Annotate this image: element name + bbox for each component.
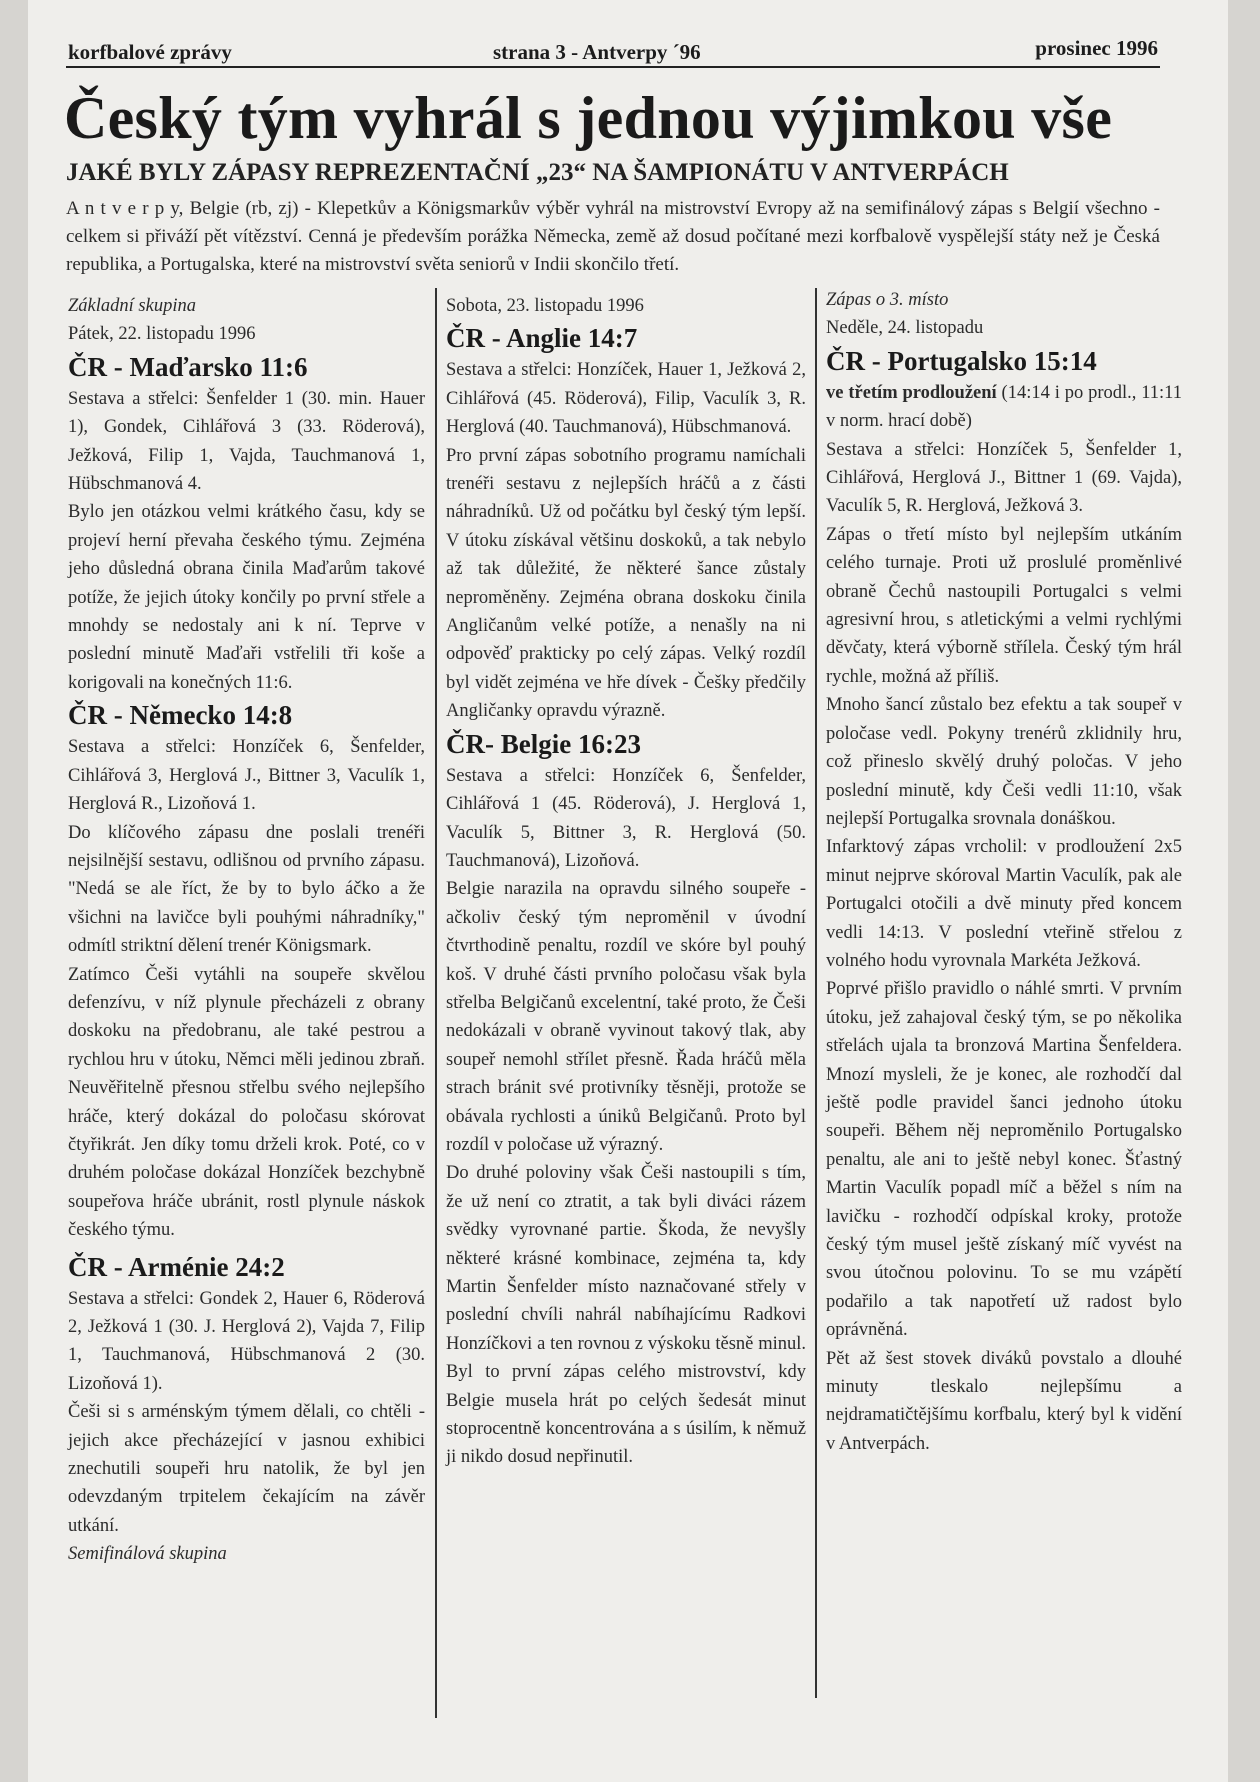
header-page-info: strana 3 - Antverpy ´96 <box>493 40 701 64</box>
section-label: Semifinálová skupina <box>68 1544 227 1565</box>
section-label: Zápas o 3. místo <box>826 290 949 310</box>
match-title: ČR - Maďarsko 11:6 <box>68 351 308 382</box>
match-report: Poprvé přišlo pravidlo o náhlé smrti. V prvním útoku, jež zahajoval český tým, se po několika střelách ujala ta bronzová Martina Šenfeldera. Mnozí mysleli, že je konec, ale rozhodčí dal ještě podle pravidel šanci jednoho útoku soupeři. Během něj neproměnilo Portugalsko penaltu, ale ani to ještě nebyl konec. Šťastný Martin Vaculík popadl míč a běžel s ním na lavičku - rozhodčí odpískal kroky, protože český tým musel ještě získaný míč vyvést na svou útočnou polovinu. To se mu vzápětí podařilo a tak napotřetí už radost bylo oprávněná. <box>826 979 1182 1341</box>
match-report: Zápas o třetí místo byl nejlepším utkáním celého turnaje. Proti už proslulé proměnlivé obraně Čechů nastoupili Portugalci s velmi agresivní hrou, s atletickými a velmi rychlými děvčaty, která výborně střílela. Český tým hrál rychle, možná až příliš. <box>826 524 1182 687</box>
section-label: Základní skupina <box>68 296 196 316</box>
match-date: Pátek, 22. listopadu 1996 <box>68 324 256 345</box>
column-1 <box>68 292 425 1569</box>
match-title: ČR- Belgie 16:23 <box>446 728 641 759</box>
match-lineup: Sestava a střelci: Honzíček 6, Šenfelder, Cihlářová 3, Herglová J., Bittner 3, Vaculík 1, Herglová R., Lizoňová 1. <box>68 737 425 815</box>
match-report: Do druhé poloviny však Češi nastoupili s tím, že už není co ztratit, a tak byli diváci rázem svědky vyrovnané partie. Škoda, že nevyšly některé krásné kombinace, zejména ta, kdy Martin Šenfelder místo naznačované střely v poslední chvíli nahrál nabíhajícímu Radkovi Honzíčkovi a ten rovnou z výskoku těsně minul. Byl to první zápas celého mistrovství, kdy Belgie musela hrát po celých šedesát minut stoprocentně koncentrována a s úsilím, k němuž ji nikdo dosud nepřinutil. <box>446 1163 806 1468</box>
header-publication: korfbalové zprávy <box>68 40 232 64</box>
match-note <box>826 379 1182 436</box>
column-2 <box>446 292 806 1472</box>
match-date: Sobota, 23. listopadu 1996 <box>446 296 644 316</box>
score-note: (14:14 i po prodl., 11:11 v norm. hrací době) <box>826 382 1182 432</box>
match-lineup: Sestava a střelci: Šenfelder 1 (30. min. Hauer 1), Gondek, Cihlářová 3 (33. Röderová), Ježková, Filip 1, Vajda, Tauchmanová 1, Hübschmanová 4. <box>68 388 425 495</box>
match-report: Češi si s arménským týmem dělali, co chtěli - jejich akce přecházející v jasnou exhibici znechutili soupeři hru natolik, že byl jen odevzdaným trpitelem čekajícím na závěr utkání. <box>68 1402 425 1536</box>
header-date: prosinec 1996 <box>1035 36 1158 60</box>
column-divider <box>815 288 817 1698</box>
match-date: Neděle, 24. listopadu <box>826 318 984 339</box>
match-lineup: Sestava a střelci: Honzíček, Hauer 1, Ježková 2, Cihlářová (45. Röderová), Filip, Vaculík 3, R. Herglová (40. Tauchmanová), Hübschmanová. <box>446 360 806 438</box>
match-report: Pět až šest stovek diváků povstalo a dlouhé minuty tleskalo nejlepšímu a nejdramatičtějšímu korfbalu, který byl k vidění v Antverpách. <box>826 1348 1182 1454</box>
page-header <box>66 36 1160 68</box>
match-title: ČR - Portugalsko 15:14 <box>826 345 1097 376</box>
match-lineup: Sestava a střelci: Honzíček 5, Šenfelder 1, Cihlářová, Herglová J., Bittner 1 (69. Vajda), Vaculík 5, R. Herglová, Ježková 3. <box>826 439 1182 517</box>
column-divider <box>435 288 437 1718</box>
match-title: ČR - Arménie 24:2 <box>68 1251 285 1282</box>
match-lineup: Sestava a střelci: Honzíček 6, Šenfelder, Cihlářová 1 (45. Röderová), J. Herglová 1, Vaculík 5, Bittner 3, R. Herglová (50. Tauchmanová), Lizoňová. <box>446 765 806 871</box>
match-report: Belgie narazila na opravdu silného soupeře - ačkoliv český tým neproměnil v úvodní čtvrthodině penaltu, rozdíl ve skóre byl pouhý koš. V druhé části prvního poločasu však byla střelba Belgičanů excelentní, také proto, že Češi nedokázali v obraně vyvinout takový tlak, aby soupeř nemohl střílet přesně. Řada hráčů měla strach bránit své protivníky těsněji, protože se obávala rychlosti a úniků Belgičanů. Proto byl rozdíl v poločase už výrazný. <box>446 879 806 1155</box>
match-lineup: Sestava a střelci: Gondek 2, Hauer 6, Röderová 2, Ježková 1 (30. J. Herglová 2), Vajda 7, Filip 1, Tauchmanová, Hübschmanová 2 (30. Lizoňová 1). <box>68 1288 425 1394</box>
overtime-note: ve třetím prodloužení <box>826 382 997 403</box>
match-report: Do klíčového zápasu dne poslali trenéři nejsilnější sestavu, odlišnou od prvního zápasu. "Nedá se ale říct, že by to bylo áčko a že všichni na lavičce byli pouhými náhradníky," odmítl striktní dělení trenér Königsmark. <box>68 822 425 957</box>
lead-paragraph: A n t v e r p y, Belgie (rb, zj) - Klepetkův a Königsmarkův výběr vyhrál na mistrovství Evropy až na semifinálový zápas s Belgií všechno - celkem si přiváží pět vítězství. Cenná je především porážka Německa, země až dosud počítané mezi korfbalově vyspělejší státy než je Česká republika, a Portugalska, které na mistrovství světa seniorů v Indii skončilo třetí. <box>66 198 1160 275</box>
match-report: Mnoho šancí zůstalo bez efektu a tak soupeř v poločase vedl. Pokyny trenérů zklidnily hru, což přineslo skvělý druhý poločas. V jeho poslední minutě, kdy Češi vedli 11:10, však nejlepší Portugalka srovnala donáškou. <box>826 695 1182 829</box>
match-report: Infarktový zápas vrcholil: v prodloužení 2x5 minut nejprve skóroval Martin Vaculík, pak ale Portugalci otočili a dvě minuty před koncem vedli 14:13. V poslední vteřině střelou z volného hodu vyrovnala Markéta Ježková. <box>826 837 1182 971</box>
subheadline: JAKÉ BYLY ZÁPASY REPREZENTAČNÍ „23“ NA ŠAMPIONÁTU V ANTVERPÁCH <box>66 159 1009 186</box>
match-report: Pro první zápas sobotního programu namíchali trenéři sestavu z nejlepších hráčů a z části náhradníků. Už od počátku byl český tým lepší. V útoku získával většinu doskoků, a tak nebylo až tak důležité, že některé šance zůstaly neproměněny. Zejména obrana doskoku činila Angličanům velké potíže, a nenašly na ni odpověď prakticky po celý zápas. Velký rozdíl byl vidět zejména ve hře dívek - Češky předčily Angličanky opravdu výrazně. <box>446 445 806 722</box>
headline: Český tým vyhrál s jednou výjimkou vše <box>64 85 1113 151</box>
match-report: Bylo jen otázkou velmi krátkého času, kdy se projeví herní převaha českého týmu. Zejména jeho důsledná obrana činila Maďarům takové potíže, že jejich útoky končily po první střele a mnohdy se nedostaly ani k ní. Teprve v poslední minutě Maďaři vstřelili tři koše a korigovali na konečných 11:6. <box>68 502 425 693</box>
match-report: Zatímco Češi vytáhli na soupeře skvělou defenzívu, v níž plynule přecházeli z obrany doskoku na předobranu, ale také pestrou a rychlou hru v útoku, Němci měli jedinou zbraň. Neuvěřitelně přesnou střelbu svého nejlepšího hráče, který dokázal do poločasu skórovat čtyřikrát. Jen díky tomu drželi krok. Poté, co v druhém poločase dokázal Honzíček bezchybně soupeřova hráče ubránit, rostl plynule náskok českého týmu. <box>68 964 425 1241</box>
column-3 <box>826 286 1182 1458</box>
match-title: ČR - Německo 14:8 <box>68 700 293 731</box>
match-title: ČR - Anglie 14:7 <box>446 323 638 354</box>
